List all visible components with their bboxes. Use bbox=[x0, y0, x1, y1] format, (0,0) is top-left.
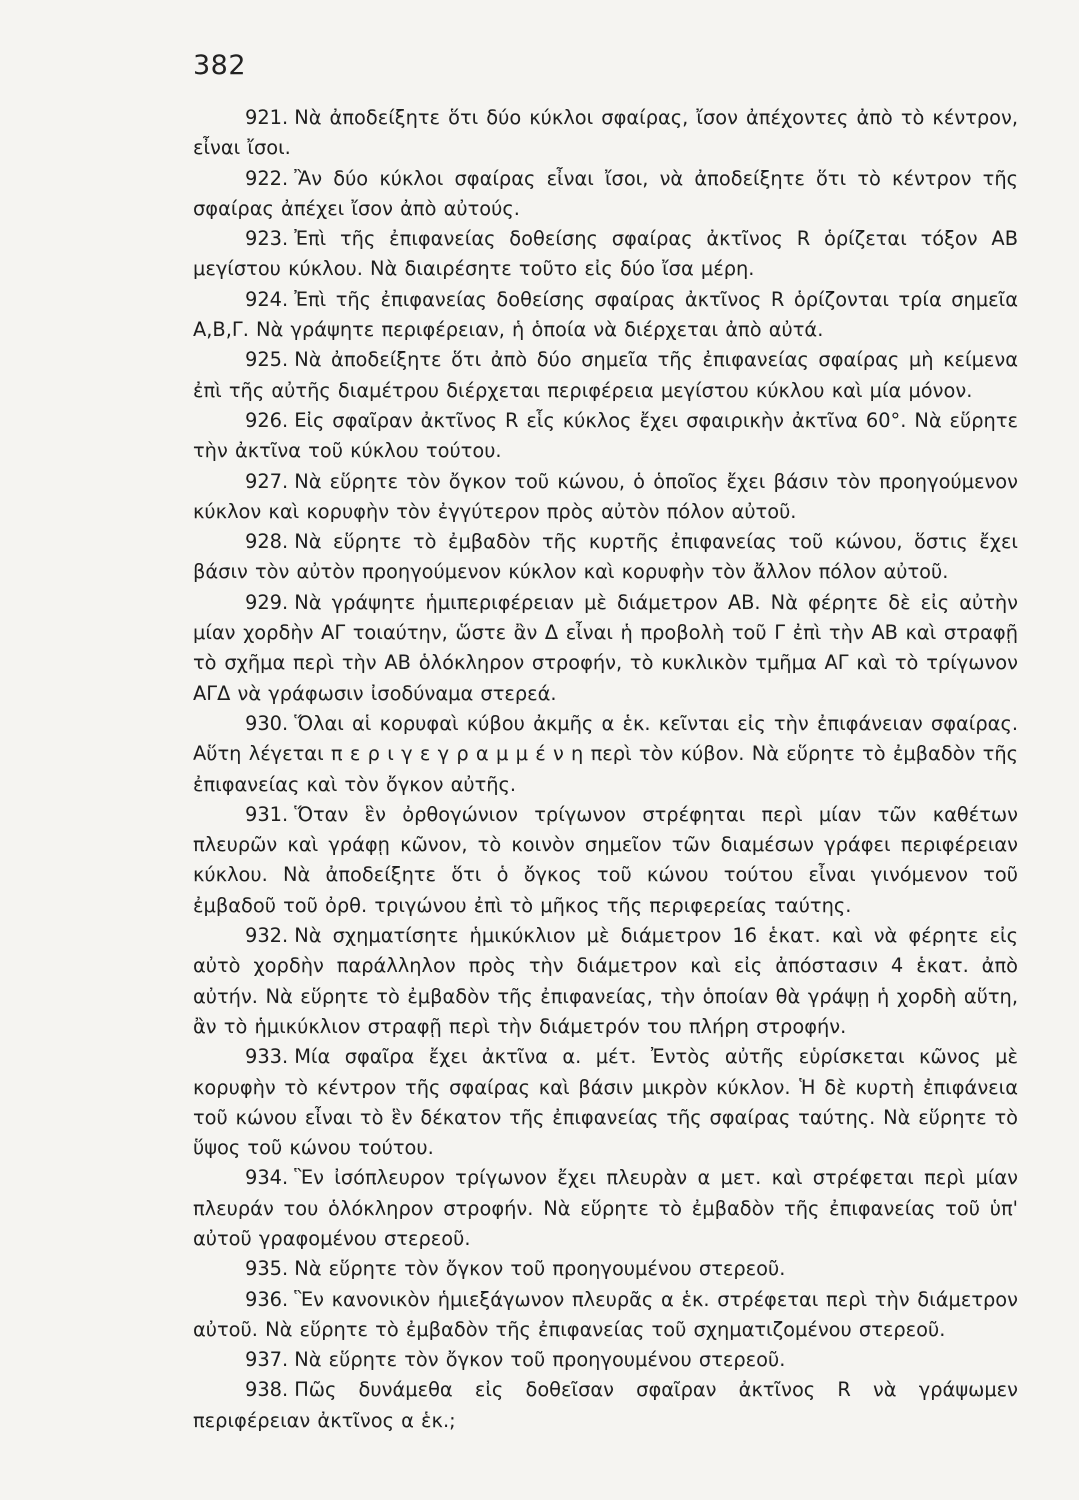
problem-text: Εἰς σφαῖραν ἀκτῖνος R εἷς κύκλος ἔχει σφαιρικὴν ἀκτῖνα 60°. Νὰ εὕρητε τὴν ἀκτῖνα τοῦ κύκλου τούτου. bbox=[193, 408, 1018, 463]
problem-text: Νὰ ἀποδείξητε ὅτι ἀπὸ δύο σημεῖα τῆς ἐπιφανείας σφαίρας μὴ κείμενα ἐπὶ τῆς αὐτῆς διαμέτρου διέρχεται περιφέρεια μεγίστου κύκλου καὶ μία μόνον. bbox=[193, 348, 1018, 402]
problem-938 bbox=[193, 1375, 1018, 1436]
problem-927 bbox=[193, 467, 1018, 528]
problem-text: Νὰ εὕρητε τὸν ὄγκον τοῦ προηγουμένου στερεοῦ. bbox=[294, 1257, 786, 1281]
problem-number: 926. bbox=[245, 408, 289, 432]
problem-923 bbox=[193, 224, 1018, 285]
problem-931 bbox=[193, 800, 1018, 921]
problem-text: Ὅλαι αἱ κορυφαὶ κύβου ἀκμῆς α ἑκ. κεῖνται εἰς τὴν ἐπιφάνειαν σφαίρας. Αὕτη λέγεται π ε ρ ι γ ε γ ρ α μ μ έ ν η περὶ τὸν κύβον. Νὰ εὕρητε τὸ ἐμβαδὸν τῆς ἐπιφανείας καὶ τὸν ὄγκον αὐτῆς. bbox=[193, 711, 1018, 796]
problem-935 bbox=[193, 1254, 1018, 1284]
problem-text: Μία σφαῖρα ἔχει ἀκτῖνα α. μέτ. Ἐντὸς αὐτῆς εὑρίσκεται κῶνος μὲ κορυφὴν τὸ κέντρον τῆς σφαίρας καὶ βάσιν μικρὸν κύκλον. Ἡ δὲ κυρτὴ ἐπιφάνεια τοῦ κώνου εἶναι τὸ ἓν δέκατον τῆς ἐπιφανείας τῆς σφαίρας ταύτης. Νὰ εὕρητε τὸ ὕψος τοῦ κώνου τούτου. bbox=[193, 1045, 1018, 1160]
problem-number: 933. bbox=[245, 1045, 289, 1069]
problem-number: 936. bbox=[245, 1287, 289, 1311]
problem-text: Νὰ ἀποδείξητε ὅτι δύο κύκλοι σφαίρας, ἴσον ἀπέχοντες ἀπὸ τὸ κέντρον, εἶναι ἴσοι. bbox=[193, 106, 1018, 160]
problem-936 bbox=[193, 1285, 1018, 1346]
problem-932 bbox=[193, 921, 1018, 1042]
problem-text: Ἂν δύο κύκλοι σφαίρας εἶναι ἴσοι, νὰ ἀποδείξητε ὅτι τὸ κέντρον τῆς σφαίρας ἀπέχει ἴσον ἀπὸ αὐτούς. bbox=[193, 166, 1018, 220]
problem-934 bbox=[193, 1163, 1018, 1254]
problem-text: Νὰ σχηματίσητε ἡμικύκλιον μὲ διάμετρον 16 ἑκατ. καὶ νὰ φέρητε εἰς αὐτὸ χορδὴν παράλληλον πρὸς τὴν διάμετρον καὶ εἰς ἀπόστασιν 4 ἑκατ. ἀπὸ αὐτήν. Νὰ εὕρητε τὸ ἐμβαδὸν τῆς ἐπιφανείας, τὴν ὁποίαν θὰ γράψῃ ἡ χορδὴ αὕτη, ἂν τὸ ἡμικύκλιον στραφῇ περὶ τὴν διάμετρόν του πλήρη στροφήν. bbox=[193, 924, 1018, 1038]
problem-text: Ἓν ἰσόπλευρον τρίγωνον ἔχει πλευρὰν α μετ. καὶ στρέφεται περὶ μίαν πλευράν του ὁλόκληρον στροφήν. Νὰ εὕρητε τὸ ἐμβαδὸν τῆς ἐπιφανείας τοῦ ὑπ' αὐτοῦ γραφομένου στερεοῦ. bbox=[193, 1166, 1018, 1250]
problem-number: 927. bbox=[245, 469, 289, 493]
problem-929 bbox=[193, 588, 1018, 709]
problem-number: 924. bbox=[245, 287, 289, 311]
problem-number: 923. bbox=[245, 227, 289, 251]
problem-number: 928. bbox=[245, 530, 289, 554]
problem-list bbox=[193, 103, 1018, 1436]
problem-924 bbox=[193, 285, 1018, 346]
problem-number: 930. bbox=[245, 711, 289, 735]
problem-number: 938. bbox=[245, 1378, 289, 1402]
problem-number: 929. bbox=[245, 590, 289, 614]
problem-number: 931. bbox=[245, 802, 289, 826]
problem-text: Ὅταν ἓν ὀρθογώνιον τρίγωνον στρέφηται περὶ μίαν τῶν καθέτων πλευρῶν καὶ γράφῃ κῶνον, τὸ κοινὸν σημεῖον τῶν διαμέσων γράφει περιφέρειαν κύκλου. Νὰ ἀποδείξητε ὅτι ὁ ὄγκος τοῦ κώνου τούτου εἶναι γινόμενον τοῦ ἐμβαδοῦ τοῦ ὀρθ. τριγώνου ἐπὶ τὸ μῆκος τῆς περιφερείας ταύτης. bbox=[193, 802, 1018, 917]
problem-number: 922. bbox=[245, 166, 289, 190]
problem-text: Νὰ εὕρητε τὸ ἐμβαδὸν τῆς κυρτῆς ἐπιφανείας τοῦ κώνου, ὅστις ἔχει βάσιν τὸν αὐτὸν προηγούμενον κύκλον καὶ κορυφὴν τὸν ἄλλον πόλον αὐτοῦ. bbox=[193, 530, 1018, 584]
problem-925 bbox=[193, 345, 1018, 406]
problem-text: Πῶς δυνάμεθα εἰς δοθεῖσαν σφαῖραν ἀκτῖνος R νὰ γράψωμεν περιφέρειαν ἀκτῖνος α ἑκ.; bbox=[193, 1378, 1018, 1432]
problem-text: Ἐπὶ τῆς ἐπιφανείας δοθείσης σφαίρας ἀκτῖνος R ὁρίζεται τόξον AB μεγίστου κύκλου. Νὰ διαιρέσητε τοῦτο εἰς δύο ἴσα μέρη. bbox=[193, 227, 1018, 281]
problem-921 bbox=[193, 103, 1018, 164]
problem-number: 937. bbox=[245, 1348, 289, 1372]
problem-926 bbox=[193, 406, 1018, 467]
problem-number: 934. bbox=[245, 1166, 289, 1190]
problem-text: Ἓν κανονικὸν ἡμιεξάγωνον πλευρᾶς α ἑκ. στρέφεται περὶ τὴν διάμετρον αὐτοῦ. Νὰ εὕρητε τὸ ἐμβαδὸν τῆς ἐπιφανείας τοῦ σχηματιζομένου στερεοῦ. bbox=[193, 1287, 1018, 1341]
problem-928 bbox=[193, 527, 1018, 588]
problem-930 bbox=[193, 709, 1018, 800]
problem-number: 925. bbox=[245, 348, 289, 372]
problem-number: 921. bbox=[245, 106, 289, 129]
problem-text: Νὰ γράψητε ἡμιπεριφέρειαν μὲ διάμετρον AB. Νὰ φέρητε δὲ εἰς αὐτὴν μίαν χορδὴν AΓ τοιαύτην, ὥστε ἂν Δ εἶναι ἡ προβολὴ τοῦ Γ ἐπὶ τὴν AB καὶ στραφῇ τὸ σχῆμα περὶ τὴν AB ὁλόκληρον στροφήν, τὸ κυκλικὸν τμῆμα AΓ καὶ τὸ τρίγωνον AΓΔ νὰ γράφωσιν ἰσοδύναμα στερεά. bbox=[193, 590, 1018, 705]
page-number: 382 bbox=[193, 50, 247, 81]
problem-text: Νὰ εὕρητε τὸν ὄγκον τοῦ κώνου, ὁ ὁποῖος ἔχει βάσιν τὸν προηγούμενον κύκλον καὶ κορυφὴν τὸν ἐγγύτερον πρὸς αὐτὸν πόλον αὐτοῦ. bbox=[193, 469, 1018, 523]
problem-number: 932. bbox=[245, 924, 289, 948]
problem-number: 935. bbox=[245, 1257, 289, 1281]
problem-922 bbox=[193, 164, 1018, 225]
problem-937 bbox=[193, 1345, 1018, 1375]
problem-933 bbox=[193, 1042, 1018, 1163]
problem-text: Ἐπὶ τῆς ἐπιφανείας δοθείσης σφαίρας ἀκτῖνος R ὁρίζονται τρία σημεῖα A,B,Γ. Νὰ γράψητε περιφέρειαν, ἡ ὁποία νὰ διέρχεται ἀπὸ αὐτά. bbox=[193, 287, 1018, 342]
problem-text: Νὰ εὕρητε τὸν ὄγκον τοῦ προηγουμένου στερεοῦ. bbox=[294, 1348, 786, 1372]
